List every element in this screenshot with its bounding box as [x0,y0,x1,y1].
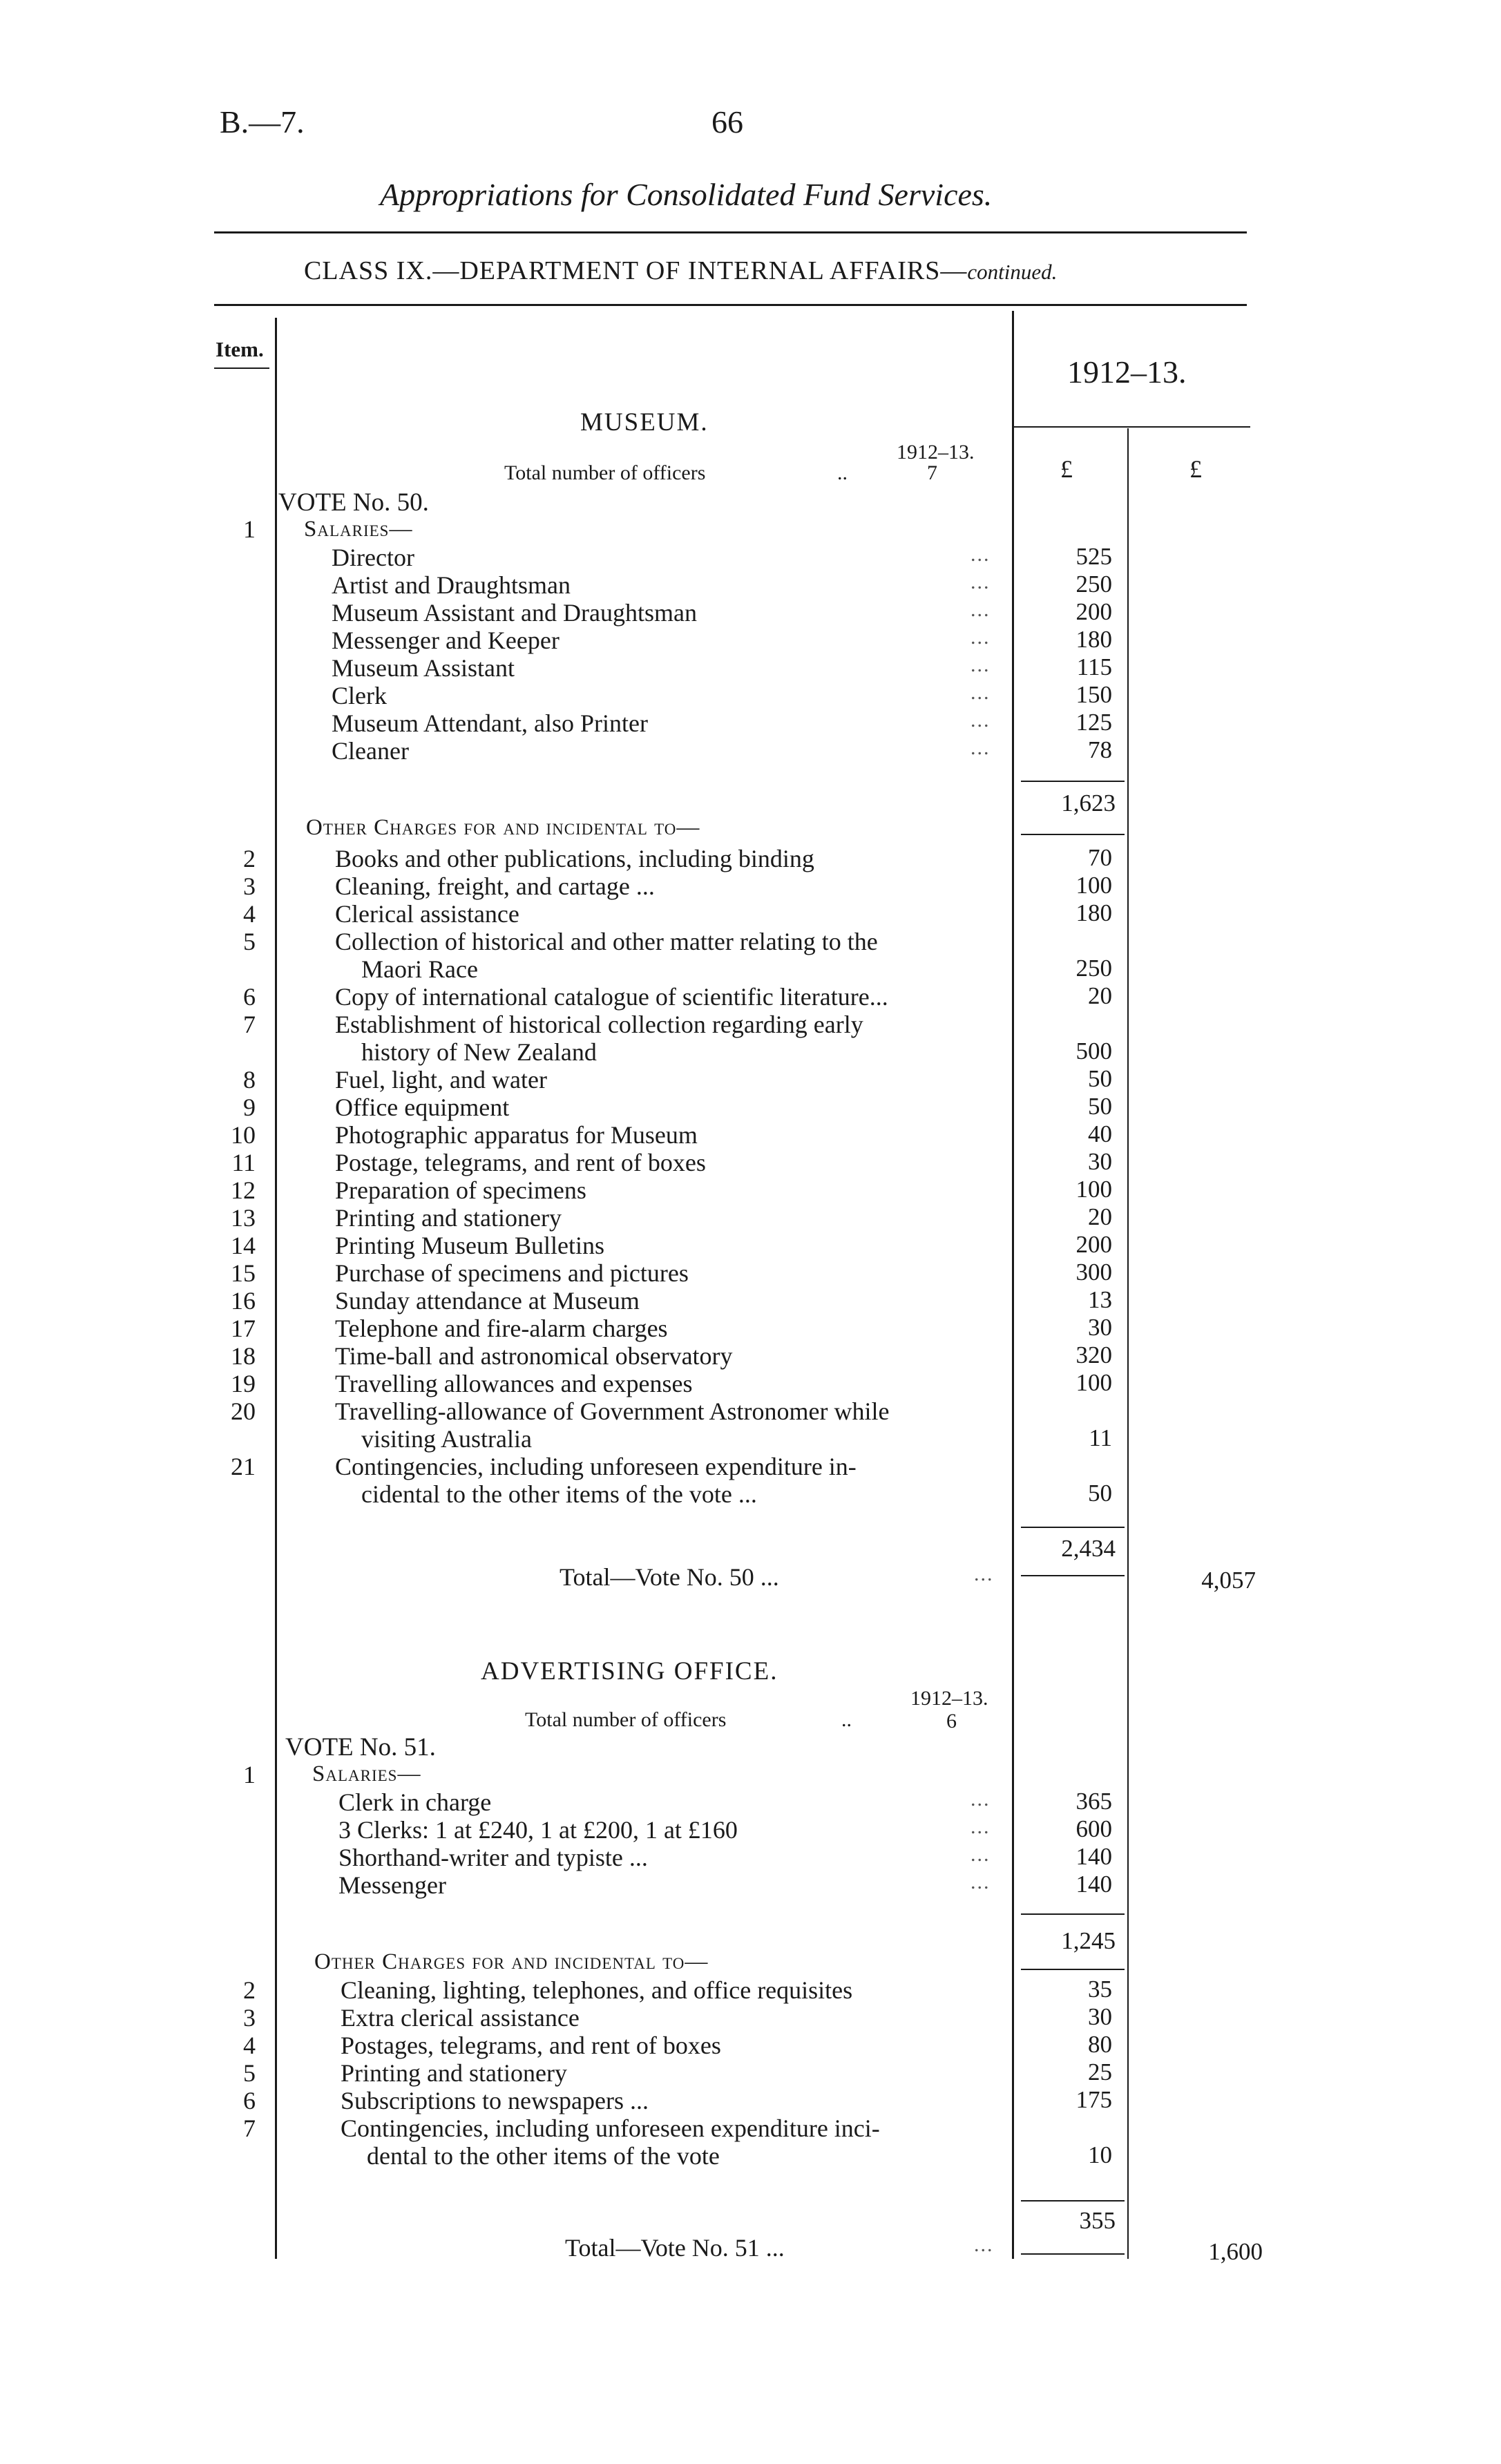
item-number: 9 [243,1093,256,1121]
other-charges-label: Other Charges for and incidental to— [306,815,700,840]
line-item-amount: 10 [1088,2141,1112,2168]
year-header-rule [1012,426,1250,428]
line-item-label: Postages, telegrams, and rent of boxes [341,2032,721,2059]
other-subtotal-rule-lower [1021,1575,1125,1576]
line-item-amount: 30 [1088,2003,1112,2030]
vote-total-amount: 1,600 [1208,2238,1263,2265]
line-item-amount: 20 [1088,982,1112,1009]
top-rule [214,231,1247,233]
line-item-label-continued: visiting Australia [361,1425,532,1453]
salaries-label: Salaries— [304,517,413,542]
line-item-amount: 140 [1075,1843,1112,1870]
item-number: 16 [231,1287,256,1315]
line-item-amount: 50 [1088,1065,1112,1092]
subtotal-column-divider [1127,428,1129,2259]
line-item-amount: 50 [1088,1093,1112,1120]
line-item-amount: 100 [1075,872,1112,899]
officers-year: 1912–13. [910,1687,988,1710]
line-item-amount: 80 [1088,2031,1112,2058]
line-item-label: Clerk in charge [338,1788,492,1816]
total-leader-dots: ... [974,1563,994,1585]
item-number: 6 [243,2087,256,2114]
officers-count: 7 [927,461,937,484]
page-number: 66 [711,104,743,140]
item-number: 21 [231,1453,256,1480]
line-item-amount: 25 [1088,2059,1112,2085]
class-title [304,256,1057,286]
subtotal-rule-lower [1021,834,1125,835]
item-number: 4 [243,2032,256,2059]
line-item-label: Messenger and Keeper [332,627,560,654]
pound-sign-column-2: £ [1189,455,1202,483]
item-number: 12 [231,1176,256,1204]
line-item-label: Director [332,544,414,571]
subtotal-rule [1021,1913,1125,1915]
item-number: 10 [231,1121,256,1149]
line-item-label: Office equipment [335,1093,510,1121]
pound-sign-column-1: £ [1060,455,1073,483]
item-column-header: Item. [216,337,264,361]
line-item-amount: 115 [1076,653,1112,680]
page-subtitle: Appropriations for Consolidated Fund Services. [380,177,993,212]
item-number: 11 [231,1149,256,1176]
line-item-amount: 600 [1075,1815,1112,1842]
line-item-amount: 180 [1075,626,1112,653]
leader-dots: ... [971,653,991,676]
line-item-label: Clerk [332,682,387,709]
other-subtotal: 2,434 [1061,1535,1116,1562]
line-item-amount: 175 [1075,2086,1112,2113]
line-item-label-continued: Maori Race [361,955,478,983]
item-column-divider [275,318,277,2259]
line-item-amount: 11 [1089,1424,1112,1451]
section-title: ADVERTISING OFFICE. [481,1657,778,1685]
officers-year: 1912–13. [897,441,975,464]
line-item-amount: 30 [1088,1148,1112,1175]
item-number: 15 [231,1259,256,1287]
line-item-label-continued: history of New Zealand [361,1038,597,1066]
line-item-label: Printing and stationery [341,2059,567,2087]
line-item-label: Establishment of historical collection regarding early [335,1011,863,1038]
line-item-label: Printing and stationery [335,1204,562,1232]
line-item-label: Telephone and fire-alarm charges [335,1315,668,1342]
line-item-label: Museum Assistant and Draughtsman [332,599,697,627]
line-item-label: Cleaner [332,737,409,765]
vote-total-label: Total—Vote No. 50 ... [560,1563,779,1591]
line-item-label: Museum Attendant, also Printer [332,709,648,737]
line-item-amount: 500 [1075,1038,1112,1064]
line-item-amount: 78 [1088,736,1112,763]
salaries-item-number: 1 [243,1761,256,1788]
line-item-amount: 180 [1075,899,1112,926]
item-number: 2 [243,1976,256,2004]
leader-dots: ... [971,571,991,593]
item-number: 13 [231,1204,256,1232]
item-number: 5 [243,928,256,955]
line-item-amount: 250 [1075,955,1112,982]
line-item-label: Contingencies, including unforeseen expenditure in- [335,1453,857,1480]
document-reference: B.—7. [220,104,305,140]
line-item-amount: 125 [1075,709,1112,736]
leader-dots: ... [971,1871,991,1893]
vote-total-amount: 4,057 [1201,1567,1256,1594]
officers-dots: .. [837,461,848,484]
item-number: 5 [243,2059,256,2087]
other-subtotal-rule-lower [1021,2253,1125,2255]
line-item-amount: 320 [1075,1341,1112,1368]
vote-total-label: Total—Vote No. 51 ... [565,2234,785,2262]
line-item-amount: 13 [1088,1286,1112,1313]
other-subtotal-rule [1021,2200,1125,2202]
line-item-label: Subscriptions to newspapers ... [341,2087,649,2114]
salaries-label: Salaries— [312,1761,421,1786]
item-number: 7 [243,1011,256,1038]
line-item-amount: 100 [1075,1176,1112,1203]
section-title: MUSEUM. [580,408,709,437]
salaries-item-number: 1 [243,515,256,543]
subtotal-rule-lower [1021,1969,1125,1970]
leader-dots: ... [971,598,991,621]
header-rule [214,304,1247,306]
line-item-label: Extra clerical assistance [341,2004,580,2032]
line-item-label: Purchase of specimens and pictures [335,1259,689,1287]
subtotal-rule [1021,781,1125,782]
line-item-amount: 140 [1075,1871,1112,1898]
line-item-label: Time-ball and astronomical observatory [335,1342,733,1370]
line-item-amount: 150 [1075,681,1112,708]
line-item-amount: 300 [1075,1259,1112,1286]
line-item-label: Postage, telegrams, and rent of boxes [335,1149,706,1176]
line-item-label: Contingencies, including unforeseen expenditure inci- [341,2114,880,2142]
line-item-amount: 70 [1088,844,1112,871]
leader-dots: ... [971,626,991,649]
line-item-amount: 50 [1088,1480,1112,1507]
line-item-label: Preparation of specimens [335,1176,586,1204]
vote-number: VOTE No. 50. [278,488,429,517]
line-item-label-continued: cidental to the other items of the vote ... [361,1480,757,1508]
other-charges-label: Other Charges for and incidental to— [314,1949,709,1974]
officers-label: Total number of officers [504,461,706,484]
officers-label: Total number of officers [525,1708,727,1731]
salaries-subtotal: 1,245 [1061,1927,1116,1954]
item-number: 8 [243,1066,256,1093]
line-item-label: Photographic apparatus for Museum [335,1121,698,1149]
leader-dots: ... [971,681,991,704]
item-number: 19 [231,1370,256,1397]
line-item-label-continued: dental to the other items of the vote [367,2142,720,2170]
item-number: 6 [243,983,256,1011]
line-item-label: Sunday attendance at Museum [335,1287,640,1315]
line-item-amount: 30 [1088,1314,1112,1341]
item-number: 3 [243,2004,256,2032]
line-item-label: Clerical assistance [335,900,519,928]
total-leader-dots: ... [974,2233,994,2256]
line-item-label: Copy of international catalogue of scientific literature... [335,983,888,1011]
item-number: 17 [231,1315,256,1342]
line-item-label: Books and other publications, including binding [335,845,814,872]
line-item-label: Artist and Draughtsman [332,571,571,599]
item-number: 4 [243,900,256,928]
leader-dots: ... [971,709,991,732]
item-number: 2 [243,845,256,872]
line-item-amount: 100 [1075,1369,1112,1396]
line-item-label: Collection of historical and other matter relating to the [335,928,878,955]
line-item-amount: 20 [1088,1203,1112,1230]
item-number: 3 [243,872,256,900]
leader-dots: ... [971,1788,991,1811]
line-item-label: Messenger [338,1871,446,1899]
officers-count: 6 [946,1710,957,1732]
line-item-label: Printing Museum Bulletins [335,1232,605,1259]
line-item-amount: 525 [1075,543,1112,570]
line-item-label: Museum Assistant [332,654,515,682]
line-item-amount: 200 [1075,1231,1112,1258]
line-item-amount: 40 [1088,1120,1112,1147]
line-item-label: Cleaning, freight, and cartage ... [335,872,655,900]
line-item-label: Fuel, light, and water [335,1066,547,1093]
item-header-underline [214,367,269,369]
line-item-amount: 35 [1088,1976,1112,2003]
line-item-label: Travelling allowances and expenses [335,1370,693,1397]
line-item-amount: 250 [1075,571,1112,598]
line-item-amount: 200 [1075,598,1112,625]
item-number: 20 [231,1397,256,1425]
leader-dots: ... [971,1843,991,1866]
vote-number: VOTE No. 51. [285,1733,436,1761]
item-number: 18 [231,1342,256,1370]
class-title-continued: continued. [967,260,1058,284]
year-column-header: 1912–13. [1067,354,1187,390]
leader-dots: ... [971,1815,991,1838]
officers-dots: .. [841,1708,852,1731]
salaries-subtotal: 1,623 [1061,790,1116,816]
item-number: 14 [231,1232,256,1259]
item-number: 7 [243,2114,256,2142]
leader-dots: ... [971,736,991,759]
line-item-label: 3 Clerks: 1 at £240, 1 at £200, 1 at £160 [338,1816,738,1844]
class-title-text: CLASS IX.—DEPARTMENT OF INTERNAL AFFAIRS— [304,256,968,285]
line-item-amount: 365 [1075,1788,1112,1815]
leader-dots: ... [971,543,991,566]
line-item-label: Shorthand-writer and typiste ... [338,1844,648,1871]
other-subtotal-rule [1021,1527,1125,1528]
line-item-label: Cleaning, lighting, telephones, and office requisites [341,1976,853,2004]
other-subtotal: 355 [1079,2207,1116,2234]
line-item-label: Travelling-allowance of Government Astronomer while [335,1397,890,1425]
